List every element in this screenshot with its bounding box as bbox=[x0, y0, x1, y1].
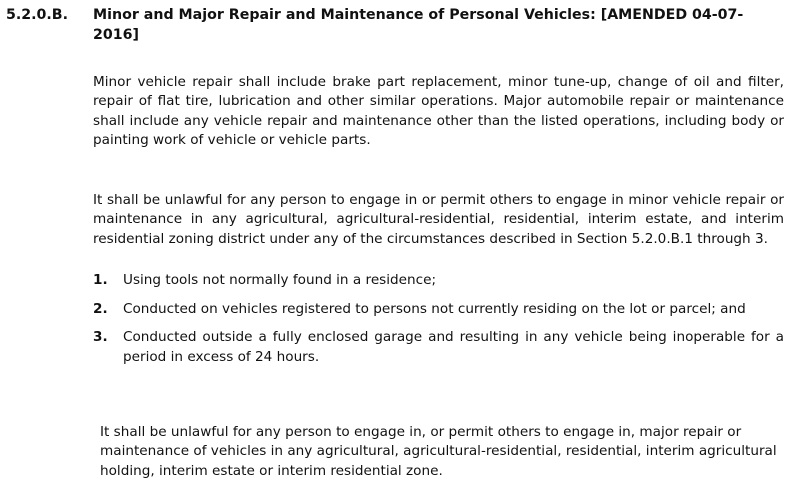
major-repair-restriction-paragraph: It shall be unlawful for any person to engage in, or permit others to engage in, major repair or maintenance of vehicles in any agricultural, agricultural-residential, residential, interim agricultural holding, interim estate or interim residential zone. bbox=[100, 423, 777, 479]
list-item-number: 3. bbox=[93, 329, 108, 346]
definition-paragraph: Minor vehicle repair shall include brake part replacement, minor tune-up, change of oil and filter, repair of flat tire, lubrication and other similar operations. Major automobile repair or maintenance shall include any vehicle repair and maintenance other than the listed operations, including body or painting work of vehicle or vehicle parts. bbox=[93, 73, 784, 149]
list-item-text: Conducted on vehicles registered to persons not currently residing on the lot or parcel; and bbox=[123, 300, 746, 317]
list-item bbox=[93, 328, 784, 367]
section-title: Minor and Major Repair and Maintenance of Personal Vehicles: [AMENDED 04-07-2016] bbox=[93, 7, 744, 43]
list-item bbox=[93, 271, 784, 291]
minor-repair-restriction-paragraph: It shall be unlawful for any person to engage in or permit others to engage in minor vehicle repair or maintenance in any agricultural, agricultural-residential, residential, interim estate, and interim residential zoning district under any of the circumstances described in Section 5.2.0.B.1 through 3. bbox=[93, 191, 784, 247]
list-item-number: 2. bbox=[93, 300, 108, 317]
circumstances-list bbox=[93, 271, 784, 367]
list-item-number: 1. bbox=[93, 272, 108, 288]
list-item-text: Conducted outside a fully enclosed garage and resulting in any vehicle being inoperable for a period in excess of 24 hours. bbox=[123, 329, 784, 365]
list-item-text: Using tools not normally found in a residence; bbox=[123, 272, 437, 288]
section-number: 5.2.0.B. bbox=[6, 7, 68, 23]
list-item bbox=[93, 300, 784, 320]
